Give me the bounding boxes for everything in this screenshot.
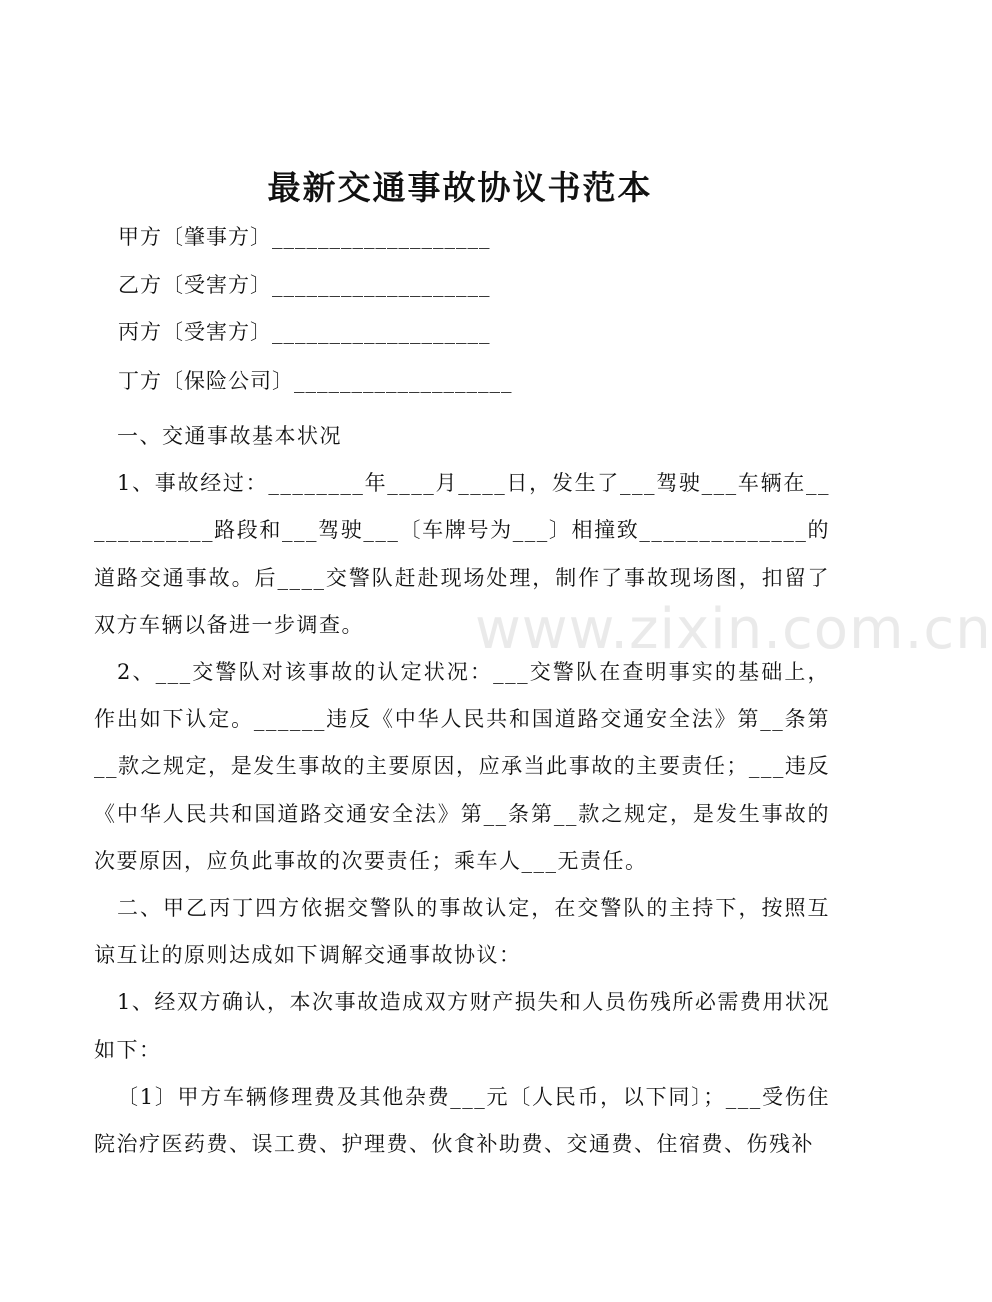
party-d-line: 丁方〔保险公司〕___________________ — [118, 369, 513, 393]
watermark: www.zixin.com.cn — [475, 597, 992, 662]
paragraph-cost-confirmation: 1、经双方确认，本次事故造成双方财产损失和人员伤残所必需费用状况如下： — [94, 990, 830, 1062]
party-b-line: 乙方〔受害方〕___________________ — [118, 273, 491, 297]
section-heading-2: 二、甲乙丙丁四方依据交警队的事故认定，在交警队的主持下，按照互谅互让的原则达成如下调解交通事故协议： — [94, 896, 830, 968]
party-a-line: 甲方〔肇事方〕___________________ — [118, 225, 491, 249]
document-body — [94, 413, 830, 1168]
paragraph-police-determination: 2、___交警队对该事故的认定状况：___交警队在查明事实的基础上，作出如下认定。______违反《中华人民共和国道路交通安全法》第__条第__款之规定，是发生事故的主要原因，应承当此事故的主要责任；___违反《中华人民共和国道路交通安全法》第__条第__款之规定，是发生事故的次要原因，应负此事故的次要责任；乘车人___无责任。 — [94, 660, 830, 873]
document-title: 最新交通事故协议书范本 — [267, 168, 653, 207]
paragraph-accident-process: 1、事故经过：________年____月____日，发生了___驾驶___车辆在____________路段和___驾驶___〔车牌号为___〕相撞致______________的道路交通事故。后____交警队赶赴现场处理，制作了事故现场图，扣留了双方车辆以备进一步调查。 — [94, 471, 830, 637]
section-heading-1: 一、交通事故基本状况 — [117, 424, 342, 448]
paragraph-cost-details: 〔1〕甲方车辆修理费及其他杂费___元〔人民币，以下同〕；___受伤住院治疗医药费、误工费、护理费、伙食补助费、交通费、住宿费、伤残补 — [94, 1084, 830, 1157]
party-c-line: 丙方〔受害方〕___________________ — [118, 320, 491, 344]
